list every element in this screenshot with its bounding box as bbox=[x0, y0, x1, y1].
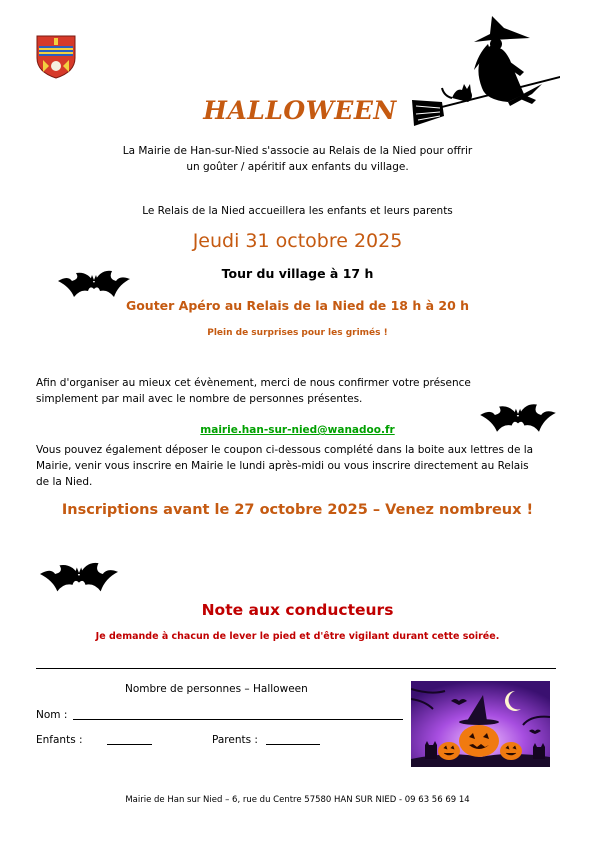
note-title: Note aux conducteurs bbox=[201, 601, 394, 619]
footer-address: Mairie de Han sur Nied – 6, rue du Centre 57580 HAN SUR NIED - 09 63 56 69 14 bbox=[125, 795, 470, 805]
relais-line: Le Relais de la Nied accueillera les enfants et leurs parents bbox=[142, 205, 453, 217]
nom-label: Nom : bbox=[36, 709, 68, 721]
surprises-note: Plein de surprises pour les grimés ! bbox=[207, 328, 388, 338]
tour-du-village: Tour du village à 17 h bbox=[221, 266, 374, 281]
enfants-label: Enfants : bbox=[36, 734, 83, 746]
coat-of-arms-logo bbox=[35, 34, 77, 80]
gouter-apero: Gouter Apéro au Relais de la Nied de 18 h à 20 h bbox=[125, 298, 470, 313]
inscriptions-deadline: Inscriptions avant le 27 octobre 2025 – Venez nombreux ! bbox=[61, 502, 534, 518]
bat-icon bbox=[40, 552, 118, 596]
info-para-2-line-1: Vous pouvez également déposer le coupon ci-dessous complété dans la boite aux lettres de la bbox=[36, 444, 534, 456]
nom-field[interactable] bbox=[73, 719, 403, 720]
note-text: Je demande à chacun de lever le pied et d'être vigilant durant cette soirée. bbox=[95, 631, 500, 642]
intro-line-2: un goûter / apéritif aux enfants du village. bbox=[186, 161, 409, 173]
event-date: Jeudi 31 octobre 2025 bbox=[192, 230, 403, 252]
coupon-heading: Nombre de personnes – Halloween bbox=[125, 683, 308, 695]
page-title: HALLOWEEN bbox=[203, 96, 397, 125]
parents-label: Parents : bbox=[212, 734, 258, 746]
witch-on-broom-icon bbox=[412, 14, 562, 126]
info-para-2-line-3: de la Nied. bbox=[36, 476, 93, 488]
info-para-1-line-2: simplement par mail avec le nombre de personnes présentes. bbox=[36, 393, 363, 405]
divider bbox=[36, 668, 556, 669]
email-link[interactable]: mairie.han-sur-nied@wanadoo.fr bbox=[200, 424, 395, 436]
parents-field[interactable] bbox=[266, 744, 320, 745]
info-para-1-line-1: Afin d'organiser au mieux cet évènement, merci de nous confirmer votre présence bbox=[36, 377, 471, 389]
intro-line-1: La Mairie de Han-sur-Nied s'associe au Relais de la Nied pour offrir bbox=[122, 145, 473, 157]
info-para-2-line-2: Mairie, venir vous inscrire en Mairie le lundi après-midi ou vous inscrire directement au Relais bbox=[36, 460, 529, 472]
halloween-pumpkins-image bbox=[411, 681, 550, 767]
enfants-field[interactable] bbox=[107, 744, 152, 745]
bat-icon bbox=[480, 394, 556, 436]
